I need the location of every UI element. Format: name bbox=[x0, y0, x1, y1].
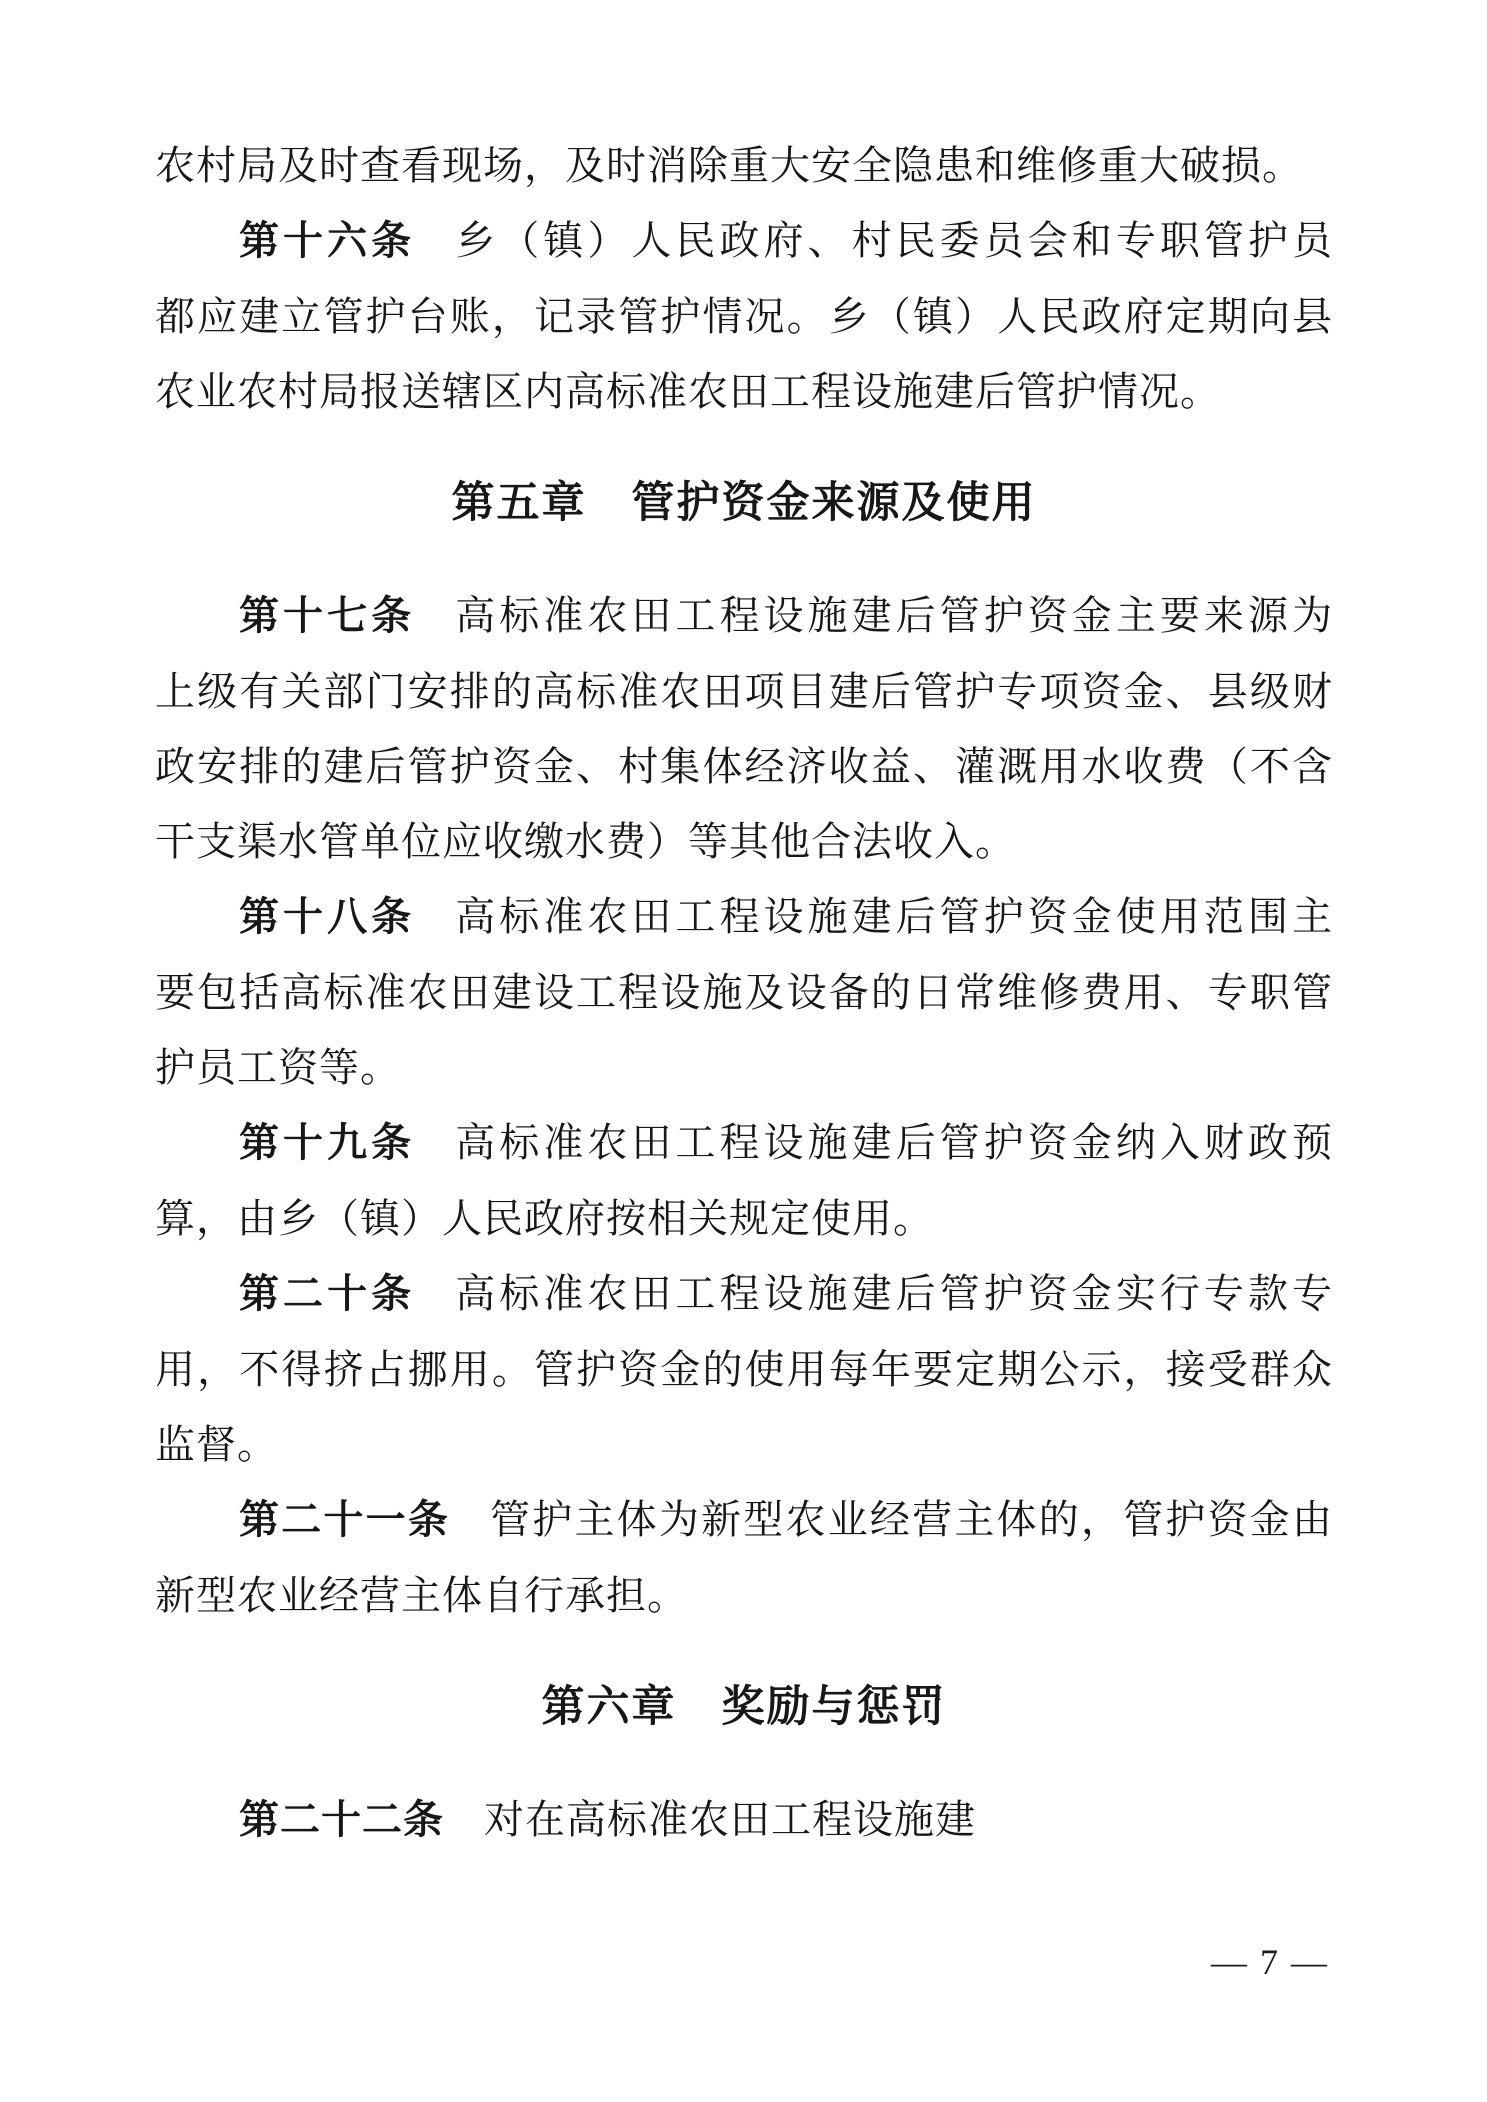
article-16-label: 第十六条 bbox=[239, 219, 416, 263]
paragraph-line bbox=[155, 578, 1333, 654]
article-19-label: 第十九条 bbox=[239, 1121, 416, 1165]
article-17-text: 高标准农田工程设施建后管护资金主要来源为 bbox=[455, 593, 1334, 638]
article-22-text: 对在高标准农田工程设施建 bbox=[484, 1797, 976, 1842]
chapter-5-heading: 第五章 管护资金来源及使用 bbox=[451, 479, 1037, 527]
article-21-label: 第二十一条 bbox=[239, 1498, 451, 1542]
page-number: — 7 — bbox=[1211, 1942, 1329, 1982]
article-20-text: 高标准农田工程设施建后管护资金实行专款专 bbox=[455, 1271, 1334, 1316]
paragraph-line: 算，由乡（镇）人民政府按相关规定使用。 bbox=[155, 1196, 934, 1241]
article-21-text: 管护主体为新型农业经营主体的，管护资金由 bbox=[490, 1497, 1334, 1542]
paragraph-line bbox=[155, 1256, 1333, 1332]
paragraph-line bbox=[155, 1105, 1333, 1181]
paragraph-line: 护员工资等。 bbox=[155, 1045, 401, 1090]
article-22-label: 第二十二条 bbox=[239, 1798, 444, 1842]
article-18-label: 第十八条 bbox=[239, 895, 416, 939]
paragraph-line: 农村局及时查看现场，及时消除重大安全隐患和维修重大破损。 bbox=[155, 143, 1303, 188]
paragraph-line: 新型农业经营主体自行承担。 bbox=[155, 1573, 688, 1618]
paragraph-line: 上级有关部门安排的高标准农田项目建后管护专项资金、县级财 bbox=[155, 669, 1333, 714]
paragraph-line bbox=[155, 203, 1333, 279]
paragraph-line: 农业农村局报送辖区内高标准农田工程设施建后管护情况。 bbox=[155, 369, 1221, 414]
paragraph-line: 干支渠水管单位应收缴水费）等其他合法收入。 bbox=[155, 819, 1016, 864]
article-17-label: 第十七条 bbox=[239, 594, 416, 638]
document-body bbox=[155, 128, 1333, 1858]
article-16-text: 乡（镇）人民政府、村民委员会和专职管护员 bbox=[455, 218, 1334, 263]
paragraph-line bbox=[155, 879, 1333, 955]
paragraph-line bbox=[155, 1782, 1333, 1858]
article-19-text: 高标准农田工程设施建后管护资金纳入财政预 bbox=[455, 1120, 1334, 1165]
paragraph-line: 要包括高标准农田建设工程设施及设备的日常维修费用、专职管 bbox=[155, 970, 1333, 1015]
article-20-label: 第二十条 bbox=[239, 1272, 416, 1316]
paragraph-line: 用，不得挤占挪用。管护资金的使用每年要定期公示，接受群众 bbox=[155, 1347, 1333, 1392]
article-18-text: 高标准农田工程设施建后管护资金使用范围主 bbox=[455, 894, 1334, 939]
paragraph-line: 都应建立管护台账，记录管护情况。乡（镇）人民政府定期向县 bbox=[155, 294, 1333, 339]
paragraph-line bbox=[155, 1482, 1333, 1558]
paragraph-line: 政安排的建后管护资金、村集体经济收益、灌溉用水收费（不含 bbox=[155, 744, 1333, 789]
paragraph-line: 监督。 bbox=[155, 1422, 278, 1467]
chapter-6-heading: 第六章 奖励与惩罚 bbox=[541, 1683, 947, 1731]
